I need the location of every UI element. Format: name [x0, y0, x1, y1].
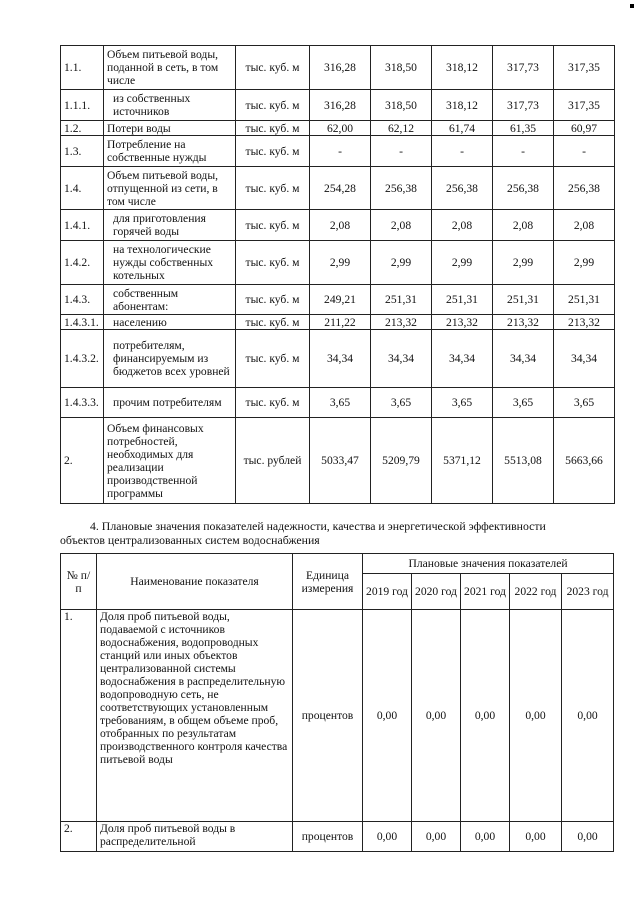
- value-cell: 211,22: [310, 315, 371, 330]
- table-row: [61, 46, 615, 90]
- value-cell: 0,00: [412, 610, 461, 822]
- row-name: Потери воды: [104, 121, 236, 136]
- value-cell: 2,99: [371, 241, 432, 285]
- value-cell: 34,34: [371, 330, 432, 388]
- row-unit: тыс. куб. м: [236, 388, 310, 418]
- row-number: 1.4.3.2.: [61, 330, 104, 388]
- value-cell: -: [554, 136, 615, 167]
- value-cell: 317,35: [554, 90, 615, 121]
- value-cell: -: [371, 136, 432, 167]
- value-cell: 2,99: [310, 241, 371, 285]
- row-number: 2.: [61, 822, 97, 852]
- table-row: [61, 418, 615, 504]
- value-cell: -: [432, 136, 493, 167]
- table-row: [61, 388, 615, 418]
- year-header: 2020 год: [412, 574, 461, 610]
- row-number: 1.4.3.1.: [61, 315, 104, 330]
- value-cell: 0,00: [461, 610, 510, 822]
- value-cell: 0,00: [510, 610, 562, 822]
- row-name: прочим потребителям: [104, 388, 236, 418]
- row-unit: тыс. куб. м: [236, 136, 310, 167]
- table-row: [61, 610, 614, 822]
- header-unit: Единица измерения: [293, 554, 363, 610]
- row-name: Потребление на собственные нужды: [104, 136, 236, 167]
- value-cell: 3,65: [493, 388, 554, 418]
- row-unit: тыс. куб. м: [236, 315, 310, 330]
- row-unit: тыс. куб. м: [236, 210, 310, 241]
- value-cell: 34,34: [432, 330, 493, 388]
- value-cell: 251,31: [493, 285, 554, 315]
- row-name: Доля проб питьевой воды, подаваемой с источников водоснабжения, водопроводных станций или иных объектов централизованной системы водоснабжения в распределительную водопроводную сеть, не соответствующих установленным требованиям, в общем объеме проб, отобранных по результатам производственного контроля качества питьевой воды: [97, 610, 293, 822]
- row-number: 1.3.: [61, 136, 104, 167]
- row-number: 1.4.2.: [61, 241, 104, 285]
- row-name: потребителям, финансируемым из бюджетов всех уровней: [104, 330, 236, 388]
- table-row: [61, 167, 615, 210]
- row-unit: тыс. куб. м: [236, 90, 310, 121]
- value-cell: 0,00: [562, 822, 614, 852]
- value-cell: -: [493, 136, 554, 167]
- value-cell: 2,99: [554, 241, 615, 285]
- value-cell: 318,50: [371, 46, 432, 90]
- value-cell: 0,00: [510, 822, 562, 852]
- row-number: 1.4.: [61, 167, 104, 210]
- row-name: Объем финансовых потребностей, необходимых для реализации производственной программы: [104, 418, 236, 504]
- row-unit: тыс. куб. м: [236, 285, 310, 315]
- row-number: 1.1.1.: [61, 90, 104, 121]
- row-name: Доля проб питьевой воды в распределительной: [97, 822, 293, 852]
- value-cell: 213,32: [371, 315, 432, 330]
- section-4-heading: [60, 519, 614, 547]
- section-4-line-1: 4. Плановые значения показателей надежности, качества и энергетической эффективности: [90, 519, 546, 533]
- table-row: [61, 822, 614, 852]
- row-unit: тыс. рублей: [236, 418, 310, 504]
- row-unit: тыс. куб. м: [236, 330, 310, 388]
- value-cell: 317,73: [493, 90, 554, 121]
- year-header: 2019 год: [363, 574, 412, 610]
- value-cell: 62,00: [310, 121, 371, 136]
- value-cell: 2,08: [432, 210, 493, 241]
- value-cell: -: [310, 136, 371, 167]
- value-cell: 318,50: [371, 90, 432, 121]
- row-name: Объем питьевой воды, поданной в сеть, в том числе: [104, 46, 236, 90]
- value-cell: 5209,79: [371, 418, 432, 504]
- value-cell: 3,65: [432, 388, 493, 418]
- value-cell: 256,38: [493, 167, 554, 210]
- value-cell: 2,99: [493, 241, 554, 285]
- value-cell: 5371,12: [432, 418, 493, 504]
- value-cell: 0,00: [412, 822, 461, 852]
- header-number: № п/п: [61, 554, 97, 610]
- value-cell: 251,31: [554, 285, 615, 315]
- table-row: [61, 90, 615, 121]
- year-header: 2022 год: [510, 574, 562, 610]
- row-unit: процентов: [293, 822, 363, 852]
- indicators-table: [60, 553, 614, 852]
- row-unit: тыс. куб. м: [236, 121, 310, 136]
- value-cell: 34,34: [554, 330, 615, 388]
- value-cell: 254,28: [310, 167, 371, 210]
- value-cell: 2,99: [432, 241, 493, 285]
- year-header: 2023 год: [562, 574, 614, 610]
- value-cell: 213,32: [432, 315, 493, 330]
- header-row: [61, 554, 614, 574]
- row-unit: тыс. куб. м: [236, 167, 310, 210]
- row-number: 1.2.: [61, 121, 104, 136]
- value-cell: 317,73: [493, 46, 554, 90]
- value-cell: 318,12: [432, 90, 493, 121]
- value-cell: 249,21: [310, 285, 371, 315]
- value-cell: 251,31: [371, 285, 432, 315]
- value-cell: 5033,47: [310, 418, 371, 504]
- value-cell: 2,08: [371, 210, 432, 241]
- value-cell: 5513,08: [493, 418, 554, 504]
- table-row: [61, 136, 615, 167]
- value-cell: 318,12: [432, 46, 493, 90]
- value-cell: 0,00: [363, 822, 412, 852]
- value-cell: 316,28: [310, 90, 371, 121]
- value-cell: 316,28: [310, 46, 371, 90]
- row-name: Объем питьевой воды, отпущенной из сети, в том числе: [104, 167, 236, 210]
- section-4-line-2: объектов централизованных систем водоснабжения: [60, 533, 320, 547]
- value-cell: 5663,66: [554, 418, 615, 504]
- header-name: Наименование показателя: [97, 554, 293, 610]
- row-name: собственным абонентам:: [104, 285, 236, 315]
- table-row: [61, 315, 615, 330]
- value-cell: 251,31: [432, 285, 493, 315]
- value-cell: 3,65: [554, 388, 615, 418]
- value-cell: 2,08: [554, 210, 615, 241]
- value-cell: 213,32: [493, 315, 554, 330]
- row-number: 1.1.: [61, 46, 104, 90]
- row-number: 1.: [61, 610, 97, 822]
- value-cell: 213,32: [554, 315, 615, 330]
- table-row: [61, 210, 615, 241]
- row-name: населению: [104, 315, 236, 330]
- value-cell: 256,38: [371, 167, 432, 210]
- value-cell: 0,00: [562, 610, 614, 822]
- row-unit: тыс. куб. м: [236, 46, 310, 90]
- value-cell: 317,35: [554, 46, 615, 90]
- corner-mark: [630, 4, 634, 8]
- value-cell: 3,65: [371, 388, 432, 418]
- value-cell: 0,00: [461, 822, 510, 852]
- value-cell: 62,12: [371, 121, 432, 136]
- row-number: 1.4.1.: [61, 210, 104, 241]
- row-number: 1.4.3.3.: [61, 388, 104, 418]
- row-name: из собственных источников: [104, 90, 236, 121]
- table-row: [61, 241, 615, 285]
- table-row: [61, 285, 615, 315]
- table-row: [61, 330, 615, 388]
- table-row: [61, 121, 615, 136]
- production-volume-table: [60, 45, 615, 504]
- header-plan: Плановые значения показателей: [363, 554, 614, 574]
- value-cell: 256,38: [554, 167, 615, 210]
- value-cell: 34,34: [310, 330, 371, 388]
- value-cell: 2,08: [310, 210, 371, 241]
- value-cell: 61,74: [432, 121, 493, 136]
- value-cell: 60,97: [554, 121, 615, 136]
- row-number: 2.: [61, 418, 104, 504]
- value-cell: 61,35: [493, 121, 554, 136]
- value-cell: 3,65: [310, 388, 371, 418]
- value-cell: 34,34: [493, 330, 554, 388]
- row-unit: тыс. куб. м: [236, 241, 310, 285]
- value-cell: 0,00: [363, 610, 412, 822]
- row-unit: процентов: [293, 610, 363, 822]
- year-header: 2021 год: [461, 574, 510, 610]
- value-cell: 2,08: [493, 210, 554, 241]
- row-name: на технологические нужды собственных котельных: [104, 241, 236, 285]
- value-cell: 256,38: [432, 167, 493, 210]
- row-number: 1.4.3.: [61, 285, 104, 315]
- row-name: для приготовления горячей воды: [104, 210, 236, 241]
